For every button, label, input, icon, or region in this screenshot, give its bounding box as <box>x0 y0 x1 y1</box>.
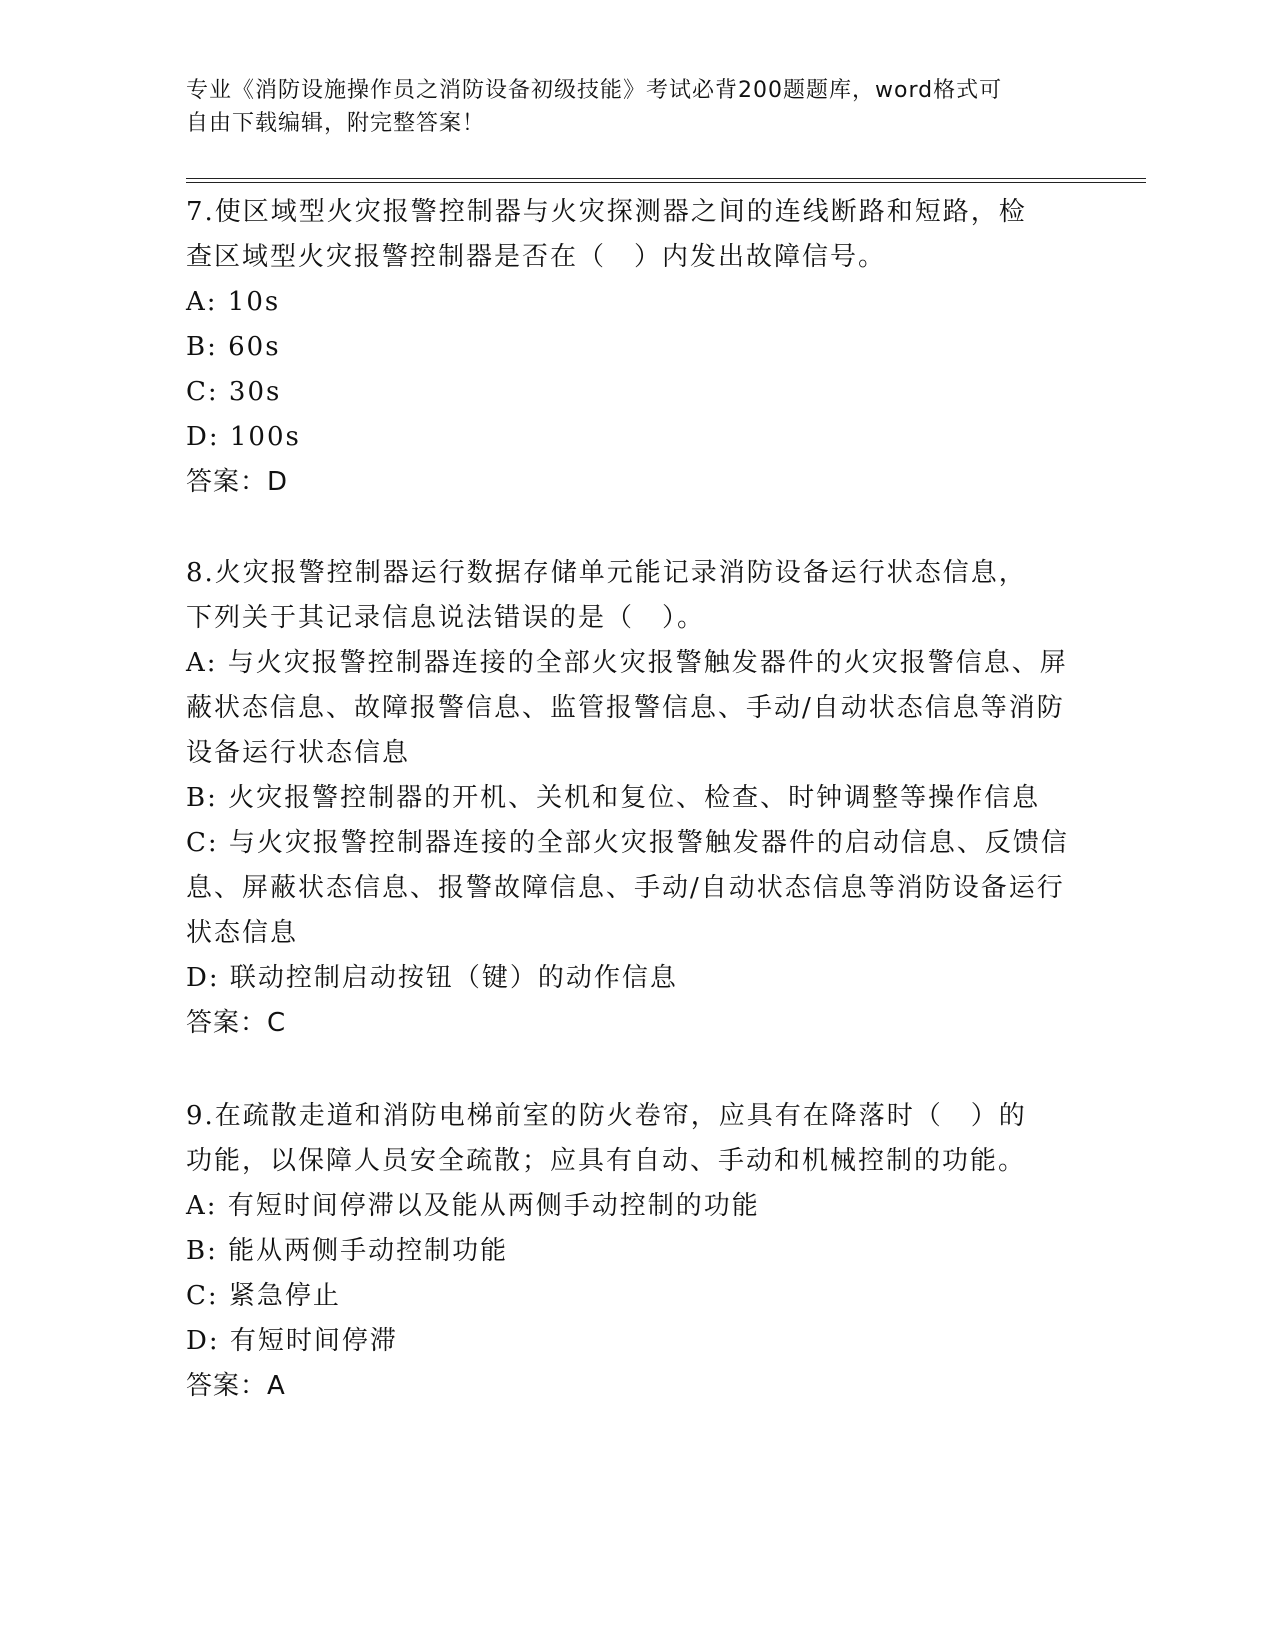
option-d: D: 有短时间停滞 <box>186 1326 398 1356</box>
option-a: A: 10s <box>186 287 281 317</box>
question-stem-line: 下列关于其记录信息说法错误的是（ ）。 <box>186 603 706 633</box>
option-c: C: 30s <box>186 377 282 407</box>
question-7 <box>186 190 1076 505</box>
question-stem-line: 7.使区域型火灾报警控制器与火灾探测器之间的连线断路和短路，检 <box>186 197 1027 227</box>
question-stem-line: 查区域型火灾报警控制器是否在（ ）内发出故障信号。 <box>186 242 887 272</box>
option-b: B: 火灾报警控制器的开机、关机和复位、检查、时钟调整等操作信息 <box>186 783 1041 813</box>
question-8 <box>186 551 1076 1046</box>
header-line-1: 专业《消防设施操作员之消防设备初级技能》考试必背200题题库，word格式可 <box>186 78 1003 103</box>
question-stem-line: 9.在疏散走道和消防电梯前室的防火卷帘，应具有在降落时（ ）的 <box>186 1101 1027 1131</box>
option-c: C: 紧急停止 <box>186 1281 341 1311</box>
question-9 <box>186 1094 1076 1409</box>
header-divider-bottom <box>186 182 1146 183</box>
option-d: D: 联动控制启动按钮（键）的动作信息 <box>186 963 678 993</box>
option-a: A: 与火灾报警控制器连接的全部火灾报警触发器件的火灾报警信息、屏蔽状态信息、故障报警信息、监管报警信息、手动/自动状态信息等消防设备运行状态信息 <box>186 648 1068 768</box>
document-header <box>186 74 1066 140</box>
option-b: B: 能从两侧手动控制功能 <box>186 1236 509 1266</box>
header-line-2: 自由下载编辑，附完整答案！ <box>186 111 486 136</box>
option-a: A: 有短时间停滞以及能从两侧手动控制的功能 <box>186 1191 760 1221</box>
question-stem-line: 功能，以保障人员安全疏散；应具有自动、手动和机械控制的功能。 <box>186 1146 1027 1176</box>
option-d: D: 100s <box>186 422 301 452</box>
option-c: C: 与火灾报警控制器连接的全部火灾报警触发器件的启动信息、反馈信息、屏蔽状态信息、报警故障信息、手动/自动状态信息等消防设备运行状态信息 <box>186 828 1069 948</box>
question-stem-line: 8.火灾报警控制器运行数据存储单元能记录消防设备运行状态信息， <box>186 558 1027 588</box>
answer: 答案：A <box>186 1371 286 1401</box>
option-b: B: 60s <box>186 332 281 362</box>
header-divider-top <box>186 178 1146 179</box>
answer: 答案：C <box>186 1008 287 1038</box>
answer: 答案：D <box>186 467 289 497</box>
